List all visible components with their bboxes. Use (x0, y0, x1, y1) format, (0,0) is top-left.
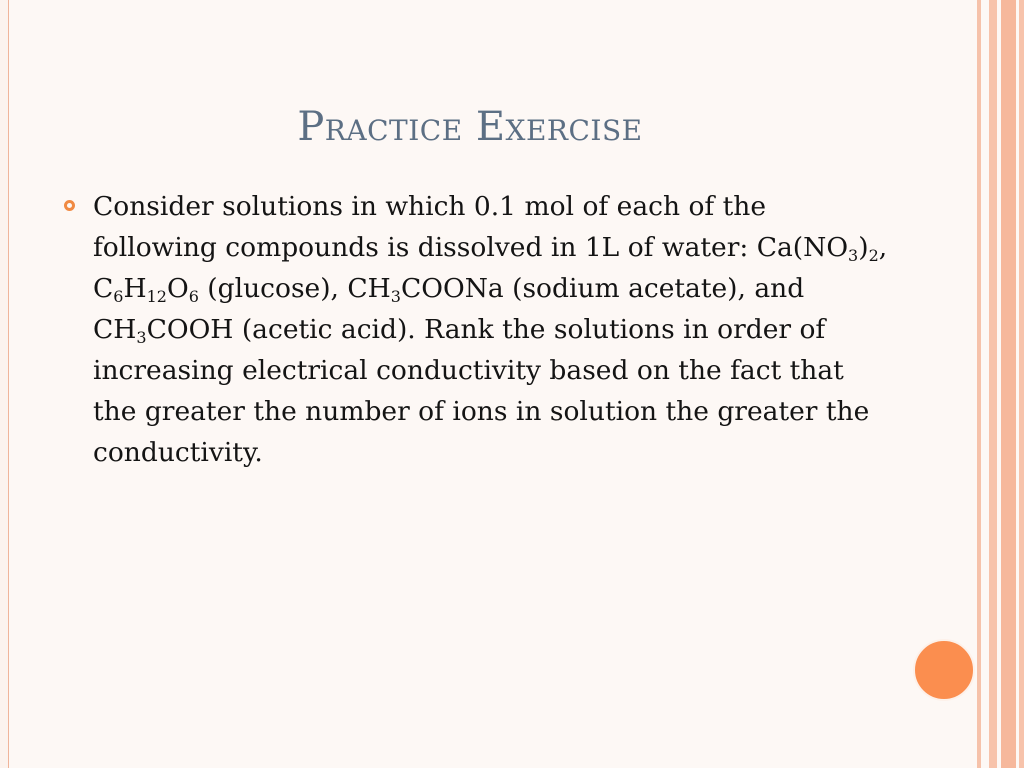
subscript: 3 (848, 246, 859, 265)
subscript: 2 (868, 246, 879, 265)
text-run: H (123, 273, 147, 304)
bullet-text (93, 186, 893, 473)
text-run: , C (93, 232, 888, 304)
right-stripe (1019, 0, 1024, 768)
text-run: (glucose), CH (198, 273, 391, 304)
right-stripe (981, 0, 989, 768)
text-run: ) (858, 232, 869, 263)
corner-circle-icon (913, 639, 975, 701)
subscript: 12 (146, 287, 167, 306)
subscript: 6 (188, 287, 199, 306)
subscript: 3 (136, 328, 147, 347)
text-run: COONa (sodium acetate), and CH (93, 273, 805, 345)
text-run: COOH (acetic acid). Rank the solutions in order of increasing electrical conductivity based on the fact that the greater the number of ions in solution the greater the conductivity. (93, 314, 870, 468)
subscript: 6 (113, 287, 124, 306)
right-stripe (989, 0, 997, 768)
right-stripe (1001, 0, 1016, 768)
text-run: Consider solutions in which 0.1 mol of each of the following compounds is dissolved in 1L of water: Ca(NO (93, 191, 849, 263)
subscript: 3 (390, 287, 401, 306)
bullet-ring-icon (64, 200, 75, 211)
text-run: O (166, 273, 189, 304)
slide-title: Practice Exercise (297, 104, 643, 150)
